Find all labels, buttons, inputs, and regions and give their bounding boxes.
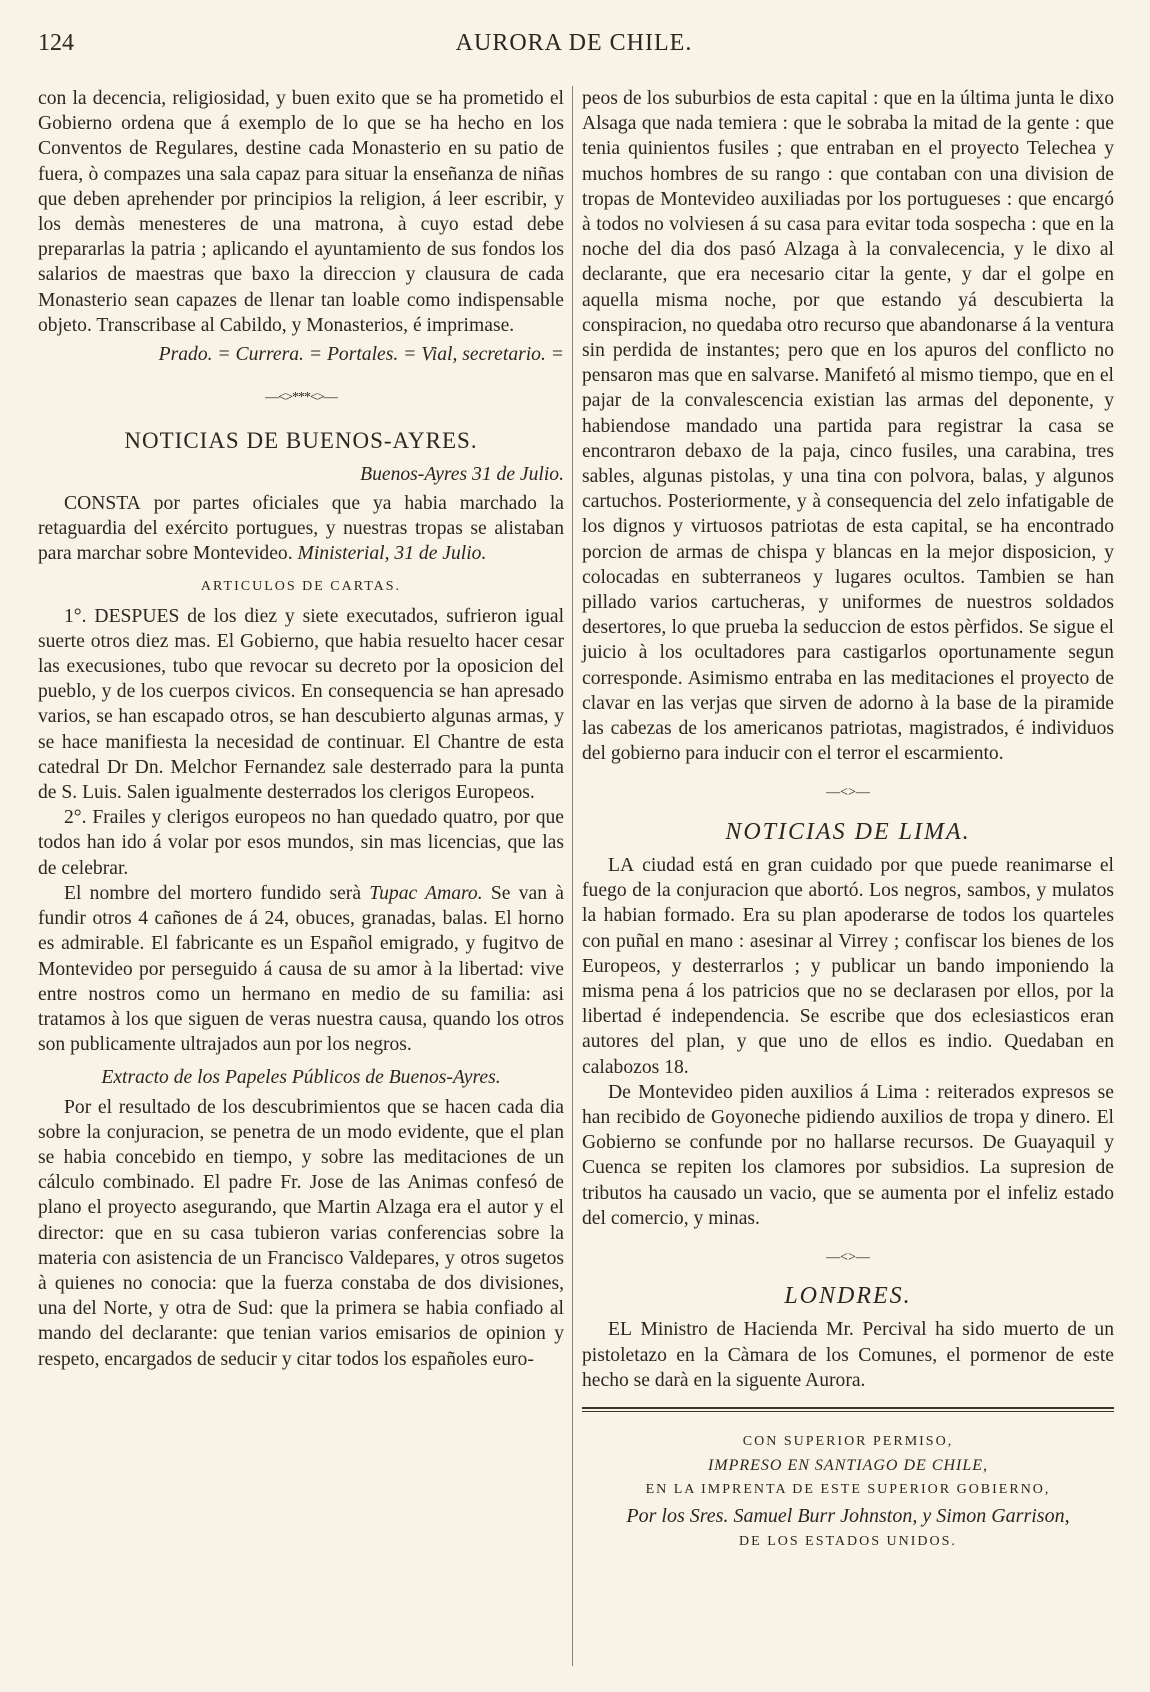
extracto-heading: Extracto de los Papeles Públicos de Buenos-Ayres. [101,1067,501,1089]
lima-text: ciudad está en gran cuidado por que puede reanimarse el fuego de la conjuracion que abortó. Los negros, sambos, y mulatos la habian formado. Era su plan apoderarse de todos los quarteles con puñal en mano : asesinar al Virrey ; confiscar los bienes de los Europeos, y desterrarlos ; y publicar un bando imponiendo la misma pena á los patricios que no se declarasen por ellos, por la libertad é independencia. Se escribe que dos eclesiasticos eran autores del plan, y que uno de ellos es indio. Quedaban en calabozos 18. [582,854,1114,1078]
mortero-pre: El nombre del mortero fundido serà [64,882,370,904]
article-1-lead: 1°. DESPUES [64,605,180,627]
article-2: 2°. Frailes y clerigos europeos no han quedado quatro, por que todos han ido á volar por esos mundos, sin mas licencias, que las de celebrar. [38,807,564,879]
imprint-line-3: EN LA IMPRENTA DE ESTE SUPERIOR GOBIERNO, [645,1481,1051,1497]
continuation-paragraph: peos de los suburbios de esta capital : que en la última junta le dixo Alsaga que nada temiera : que le sobraba la mitad de la gente : que tenia quinientos fusiles ; que entraban en el proyecto Telechea y muchos hombres de su rango : que contaban con una division de tropas de Montevideo auxiliadas por los portugueses : que encargó à todos no volviesen á su casa para evitar toda sospecha : que en la noche del dia dos pasó Alzaga à la convalecencia, y le dixo al declarante, que era necesario citar la gente, y dar el golpe en aquella misma noche, por que estando yá descubierta la conspiracion, no quedaba otro recurso que abandonarse á la ventura sin perdida de instantes; pero que en los apuros del conflicto no pensaron mas que en salvarse. Manifetó al mismo tiempo, que en el pajar de la convalescencia existian las armas del deponente, y habiendose mandado una partida para registrar la casa se encontraron debaxo de la paja, cinco fusiles, una carabina, tres sables, algunas pistolas, y una tina con polvora, balas, y algunos cartuchos. Posteriormente, y à consequencia del zelo infatigable de los dignos y virtuosos patriotas de esta capital, se ha encontrado porcion de armas de chispa y blancas en la mejor disposicion, y colocadas en subterraneos y lugares ocultos. Tambien se han pillado varios cartucheras, y uniformes de nuestros soldados desertores, lo que prueba la seduccion de estos pèrfidos. Se sigue el juicio à los ocultadores para castigarlos oportunamente segun corresponde. Asimismo entraba en las meditaciones el proyecto de clavar en las verjas que sirven de adorno à la base de la piramide las cabezas de los americanos patriotas, magistrados, é individuos del gobierno para inducir con el terror el escarmiento. [582,88,1114,765]
imprint-rule-bottom [582,1411,1114,1412]
articulos-heading: ARTICULOS DE CARTAS. [200,579,402,595]
section-title-buenos-ayres: NOTICIAS DE BUENOS-AYRES. [124,428,478,454]
imprint-line-2: IMPRESO EN SANTIAGO DE CHILE, [707,1456,989,1474]
page-number: 124 [38,30,74,56]
page-header [38,30,1110,70]
mortero-post: Se van à fundir otros 4 cañones de á 24, obuces, granadas, balas. El horno es admirable. El fabricante es un Español emigrado, y fugitvo de Montevideo por perseguido á causa de su amor à la libertad: vive entre nostros como un hermano en medio de su familia: asi tratamos à los que siguen de veras nuestra causa, quando los otros son publicamente ultrajados aun por los negros. [38,882,564,1056]
decree-paragraph: con la decencia, religiosidad, y buen exito que se ha prometido el Gobierno ordena que á exemplo de lo que se ha hecho en los Conventos de Regulares, destine cada Monasterio en su patio de fuera, ò compazes una sala capaz para situar la enseñanza de niñas que deben aprehender por principios la religion, á leer escribir, y los demàs menesteres de una matrona, à cuyo estad debe prepararlas la patria ; aplicando el ayuntamiento de sus fondos los salarios de maestras que baxo la direccion y clausura de cada Monasterio sean capazes de llenar tan loable como indispensable objeto. Transcribase al Cabildo, y Monasterios, é imprimase. [38,88,564,336]
lima-paragraph [582,853,1114,1080]
running-title: AURORA DE CHILE. [455,30,693,56]
article-1 [38,604,564,806]
signatures: Prado. = Currera. = Portales. = Vial, secretario. = [158,344,564,366]
consta-paragraph [38,491,564,567]
article-1-text: de los diez y siete executados, sufrieron igual suerte otros diez mas. El Gobierno, que habia resuelto hacer cesar las execusiones, tubo que revocar su decreto por la oposicion del pueblo, y de los cuerpos civicos. En consequencia se han apresado varios, se han escapado otros, se han descubierto algunas armas, y se hace manifiesta la necesidad de continuar. El Chantre de esta catedral Dr Dn. Melchor Fernandez sale desterrado para la punta de S. Luis. Salen igualmente desterrados los clerigos Europeos. [38,605,565,804]
ornament-divider-1: —<>— [826,785,870,801]
consta-source: Ministerial, 31 de Julio. [297,543,487,565]
ornament-divider: —<>***<>— [265,390,337,406]
ornament-divider-2: —<>— [826,1249,870,1265]
section-title-londres: LONDRES. [784,1283,912,1310]
mortero-name: Tupac Amaro. [369,882,483,904]
imprint-line-5: DE LOS ESTADOS UNIDOS. [739,1533,957,1549]
extracto-paragraph: Por el resultado de los descubrimientos que se hacen cada dia sobre la conjuracion, se penetra de un modo evidente, que el plan se habia concebido en tiempo, y sobre las meditaciones de un cálculo combinado. El padre Fr. Jose de las Animas confesó de plano el proyecto asegurando, que Martin Alzaga era el autor y el director: que en su casa tubieron varias conferencias sobre la materia con asistencia de un Francisco Valdepares, y otros sugetos à quienes no conocia: que la fuerza constaba de dos divisiones, una del Norte, y otra de Sud: que la primera se habia confiado al mando del declarante: que tenian varios emisarios de opinion y respeto, encargados de seducir y citar todos los españoles euro- [38,1096,564,1370]
mortero-paragraph [38,881,564,1057]
lima-lead: LA [608,854,635,876]
left-column [38,86,564,1372]
column-divider [572,86,573,1666]
londres-paragraph [582,1317,1114,1393]
right-column [582,86,1114,1554]
dateline: Buenos-Ayres 31 de Julio. [360,463,564,485]
consta-lead: CONSTA [64,492,141,514]
imprint-line-4: Por los Sres. Samuel Burr Johnston, y Simon Garrison, [626,1504,1070,1527]
londres-lead: EL [608,1319,632,1341]
imprint-line-1: CON SUPERIOR PERMISO, [742,1433,954,1449]
section-title-lima: NOTICIAS DE LIMA. [725,818,971,845]
lima-paragraph-2: De Montevideo piden auxilios á Lima : reiterados expresos se han recibido de Goyoneche pidiendo auxilios de tropa y dinero. El Gobierno se confunde por no hallarse recursos. De Guayaquil y Cuenca se repiten los clamores por subsidios. La supresion de tributos ha causado un vacio, que se aumenta por el infeliz estado del comercio, y minas. [582,1081,1114,1229]
consta-text: por partes oficiales que ya habia marchado la retaguardia del exército portugues, y nuestras tropas se alistaban para marchar sobre Montevideo. [38,492,564,565]
londres-text: Ministro de Hacienda Mr. Percival ha sido muerto de un pistoletazo en la Càmara de los Comunes, el pormenor de este hecho se darà en la siguente Aurora. [582,1319,1114,1391]
imprint-rule-top [582,1407,1114,1409]
